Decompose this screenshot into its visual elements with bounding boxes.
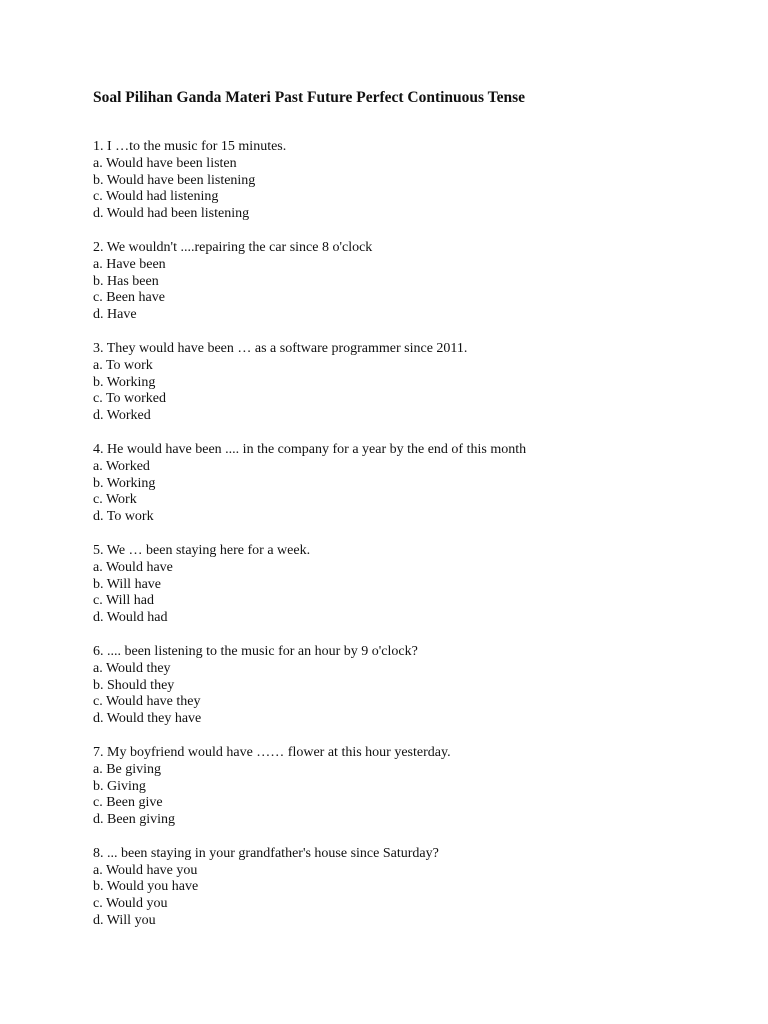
- option-d: d. Been giving: [93, 812, 176, 828]
- question-1: [93, 139, 733, 223]
- question-text: 5. We … been staying here for a week.: [93, 542, 311, 558]
- option-a: a. To work: [93, 357, 153, 373]
- option-b: b. Would you have: [93, 879, 199, 895]
- option-d: d. Would had: [93, 610, 168, 626]
- document-page: [93, 88, 733, 947]
- option-b: b. Would have been listening: [93, 172, 256, 188]
- option-b: b. Working: [93, 475, 156, 491]
- option-d: d. Will you: [93, 913, 156, 929]
- option-c: c. Would had listening: [93, 189, 219, 205]
- question-text: 4. He would have been .... in the company for a year by the end of this month: [93, 441, 527, 457]
- option-c: c. To worked: [93, 391, 167, 407]
- question-text: 3. They would have been … as a software programmer since 2011.: [93, 340, 468, 356]
- option-d: d. Would they have: [93, 711, 202, 727]
- question-5: [93, 543, 733, 627]
- question-6: [93, 644, 733, 728]
- option-b: b. Has been: [93, 273, 159, 289]
- option-b: b. Working: [93, 374, 156, 390]
- question-2: [93, 240, 733, 324]
- option-a: a. Would have: [93, 559, 173, 575]
- option-d: d. Worked: [93, 408, 151, 424]
- question-text: 2. We wouldn't ....repairing the car since 8 o'clock: [93, 239, 373, 255]
- question-text: 6. .... been listening to the music for an hour by 9 o'clock?: [93, 643, 418, 659]
- question-text: 7. My boyfriend would have …… flower at this hour yesterday.: [93, 744, 451, 760]
- option-c: c. Been give: [93, 795, 163, 811]
- option-b: b. Giving: [93, 778, 146, 794]
- question-8: [93, 846, 733, 930]
- option-c: c. Been have: [93, 290, 165, 306]
- option-b: b. Will have: [93, 576, 161, 592]
- question-list: [93, 139, 733, 930]
- option-a: a. Would have you: [93, 862, 198, 878]
- question-text: 8. ... been staying in your grandfather's house since Saturday?: [93, 845, 439, 861]
- option-a: a. Would have been listen: [93, 155, 237, 171]
- option-d: d. To work: [93, 509, 154, 525]
- question-4: [93, 442, 733, 526]
- option-d: d. Have: [93, 307, 137, 323]
- question-3: [93, 341, 733, 425]
- option-c: c. Will had: [93, 593, 154, 609]
- option-b: b. Should they: [93, 677, 175, 693]
- document-title: Soal Pilihan Ganda Materi Past Future Perfect Continuous Tense: [93, 89, 526, 106]
- question-text: 1. I …to the music for 15 minutes.: [93, 139, 287, 154]
- option-d: d. Would had been listening: [93, 206, 250, 222]
- option-c: c. Work: [93, 492, 137, 508]
- option-c: c. Would have they: [93, 694, 201, 710]
- option-c: c. Would you: [93, 896, 168, 912]
- option-a: a. Have been: [93, 256, 166, 272]
- option-a: a. Be giving: [93, 761, 162, 777]
- option-a: a. Worked: [93, 458, 150, 474]
- question-7: [93, 745, 733, 829]
- option-a: a. Would they: [93, 660, 171, 676]
